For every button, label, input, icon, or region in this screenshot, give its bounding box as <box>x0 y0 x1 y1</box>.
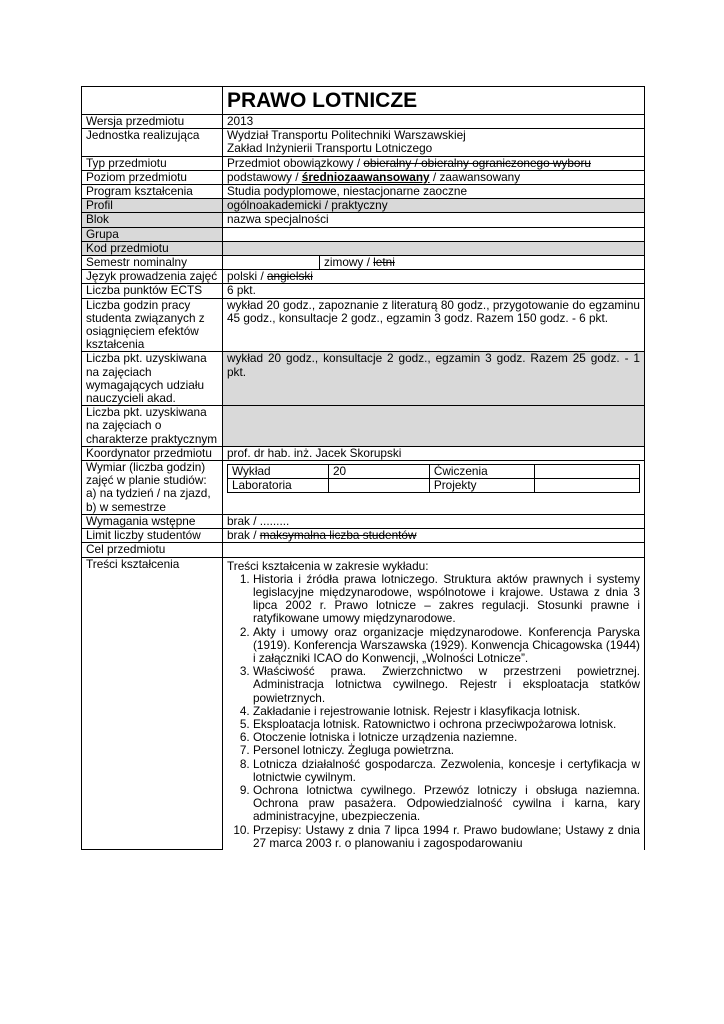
wymiar-laboratoria-label: Laboratoria <box>228 479 329 493</box>
row-jezyk <box>82 270 645 284</box>
jednostka-line1: Wydział Transportu Politechniki Warszawskiej <box>227 128 466 143</box>
label-praktyczne: Liczba pkt. uzyskiwana na zajęciach o charakterze praktycznym <box>82 406 223 447</box>
wymiar-cwiczenia-value <box>534 465 639 479</box>
row-godziny <box>82 298 645 352</box>
value-profil: ogólnoakademicki / praktyczny <box>223 199 645 213</box>
label-poziom: Poziom przedmiotu <box>82 170 223 184</box>
label-godziny: Liczba godzin pracy studenta związanych z osiągnięciem efektów kształcenia <box>82 298 223 352</box>
row-grupa <box>82 227 645 241</box>
row-wymagania <box>82 514 645 528</box>
value-godziny: wykład 20 godz., zapoznanie z literaturą 80 godz., przygotowanie do egzaminu 45 godz., konsultacje 2 godz., egzamin 3 godz. Razem 150 godz. - 6 pkt. <box>223 298 645 352</box>
label-program: Program kształcenia <box>82 185 223 199</box>
row-cel <box>82 543 645 557</box>
value-wymagania: brak / ......... <box>223 514 645 528</box>
label-kod: Kod przedmiotu <box>82 241 223 255</box>
label-wersja: Wersja przedmiotu <box>82 115 223 129</box>
value-jezyk <box>223 270 645 284</box>
label-tresci: Treści kształcenia <box>82 557 223 850</box>
title-row <box>82 87 645 115</box>
list-item: 4. Zakładanie i rejestrowanie lotnisk. Rejestr i klasyfikacja lotnisk. <box>253 705 640 718</box>
row-jednostka <box>82 129 645 156</box>
semestr-struck: letni <box>373 255 395 270</box>
label-wymiar: Wymiar (liczba godzin) zajęć w planie studiów: a) na tydzień / na zjazd, b) w semestrze <box>82 461 223 515</box>
value-koordynator: prof. dr hab. inż. Jacek Skorupski <box>223 446 645 460</box>
row-tresci <box>82 557 645 850</box>
semestr-subtable <box>223 256 644 269</box>
row-blok <box>82 213 645 227</box>
row-koordynator <box>82 446 645 460</box>
limit-struck: maksymalna liczba studentów <box>259 528 417 543</box>
value-wersja: 2013 <box>223 115 645 129</box>
value-limit <box>223 529 645 543</box>
value-cel <box>223 543 645 557</box>
list-item: 3. Właściwość prawa. Zwierzchnictwo w przestrzeni powietrznej. Administracja lotnictwa cywilnego. Rejestr i eksploatacja statków powietrznych. <box>253 665 640 705</box>
tresci-intro: Treści kształcenia w zakresie wykładu: <box>227 558 429 573</box>
title-empty-cell <box>82 87 223 115</box>
semestr-active: zimowy / <box>324 255 374 270</box>
limit-active: brak / <box>227 528 260 543</box>
row-typ <box>82 156 645 170</box>
row-limit <box>82 529 645 543</box>
row-praktyczne <box>82 406 645 447</box>
course-title: PRAWO LOTNICZE <box>223 87 645 115</box>
row-wymiar <box>82 461 645 515</box>
wymiar-projekty-value <box>534 479 639 493</box>
value-typ <box>223 156 645 170</box>
value-ects: 6 pkt. <box>223 284 645 298</box>
wymiar-wyklad-value: 20 <box>328 465 429 479</box>
label-cel: Cel przedmiotu <box>82 543 223 557</box>
value-grupa <box>223 227 645 241</box>
poziom-suffix: / zaawansowany <box>429 169 521 184</box>
wymiar-row-1 <box>228 465 640 479</box>
semestr-options <box>320 256 645 269</box>
label-koordynator: Koordynator przedmiotu <box>82 446 223 460</box>
list-item: 1. Historia i źródła prawa lotniczego. Struktura aktów prawnych i systemy legislacyjne międzynarodowe, wspólnotowe i krajowe. Ustawa z dnia 3 lipca 2002 r. Prawo lotnicze – zakres regulacji. Stosunki prawne i ratyfikowane umowy międzynarodowe. <box>253 573 640 626</box>
typ-active: Przedmiot obowiązkowy / <box>227 155 364 170</box>
course-sheet <box>81 86 645 850</box>
row-semestr <box>82 256 645 270</box>
value-poziom <box>223 170 645 184</box>
wymiar-subtable <box>227 464 640 493</box>
value-blok: nazwa specjalności <box>223 213 645 227</box>
label-profil: Profil <box>82 199 223 213</box>
wymiar-wyklad-label: Wykład <box>228 465 329 479</box>
label-jednostka: Jednostka realizująca <box>82 129 223 156</box>
label-semestr: Semestr nominalny <box>82 256 223 270</box>
list-item: 10. Przepisy: Ustawy z dnia 7 lipca 1994 r. Prawo budowlane; Ustawy z dnia 27 marca 2003 r. o planowaniu i zagospodarowaniu <box>253 824 640 850</box>
jednostka-line2: Zakład Inżynierii Transportu Lotniczego <box>227 141 433 156</box>
list-item: 6. Otoczenie lotniska i lotnicze urządzenia naziemne. <box>253 731 640 744</box>
row-udzial <box>82 352 645 406</box>
list-item: 7. Personel lotniczy. Żegluga powietrzna. <box>253 744 640 757</box>
value-semestr <box>223 256 645 270</box>
list-item: 8. Lotnicza działalność gospodarcza. Zezwolenia, koncesje i certyfikacja w lotnictwie cywilnym. <box>253 758 640 784</box>
list-item: 5. Eksploatacja lotnisk. Ratownictwo i ochrona przeciwpożarowa lotnisk. <box>253 718 640 731</box>
row-kod <box>82 241 645 255</box>
row-profil <box>82 199 645 213</box>
row-program <box>82 185 645 199</box>
value-praktyczne <box>223 406 645 447</box>
jezyk-struck: angielski <box>267 269 313 284</box>
value-wymiar <box>223 461 645 515</box>
label-blok: Blok <box>82 213 223 227</box>
value-program: Studia podyplomowe, niestacjonarne zaoczne <box>223 185 645 199</box>
jezyk-active: polski / <box>227 269 267 284</box>
value-jednostka <box>223 129 645 156</box>
value-udzial: wykład 20 godz., konsultacje 2 godz., egzamin 3 godz. Razem 25 godz. - 1 pkt. <box>223 352 645 406</box>
row-ects <box>82 284 645 298</box>
poziom-highlight: średniozaawansowany <box>301 169 430 184</box>
row-poziom <box>82 170 645 184</box>
label-grupa: Grupa <box>82 227 223 241</box>
label-limit: Limit liczby studentów <box>82 529 223 543</box>
wymiar-row-2 <box>228 479 640 493</box>
wymiar-cwiczenia-label: Ćwiczenia <box>429 465 534 479</box>
label-udzial: Liczba pkt. uzyskiwana na zajęciach wymagających udziału nauczycieli akad. <box>82 352 223 406</box>
tresci-list <box>227 573 640 850</box>
wymiar-laboratoria-value <box>328 479 429 493</box>
poziom-prefix: podstawowy / <box>227 169 302 184</box>
value-kod <box>223 241 645 255</box>
list-item: 2. Akty i umowy oraz organizacje międzynarodowe. Konferencja Paryska (1919). Konferencja Warszawska (1929). Konwencja Chicagowska (1944) i załączniki ICAO do Konwencji, „Wolności Lotnicze”. <box>253 626 640 666</box>
row-wersja <box>82 115 645 129</box>
wymiar-projekty-label: Projekty <box>429 479 534 493</box>
list-item: 9. Ochrona lotnictwa cywilnego. Przewóz lotniczy i obsługa naziemna. Ochrona praw pasażera. Odpowiedzialność cywilna i karna, kary administracyjne, ubezpieczenia. <box>253 784 640 824</box>
value-tresci <box>223 557 645 850</box>
label-typ: Typ przedmiotu <box>82 156 223 170</box>
label-ects: Liczba punktów ECTS <box>82 284 223 298</box>
label-wymagania: Wymagania wstępne <box>82 514 223 528</box>
label-jezyk: Język prowadzenia zajęć <box>82 270 223 284</box>
semestr-blank <box>223 256 320 269</box>
typ-struck: obieralny / obieralny ograniczonego wyboru <box>363 155 591 170</box>
